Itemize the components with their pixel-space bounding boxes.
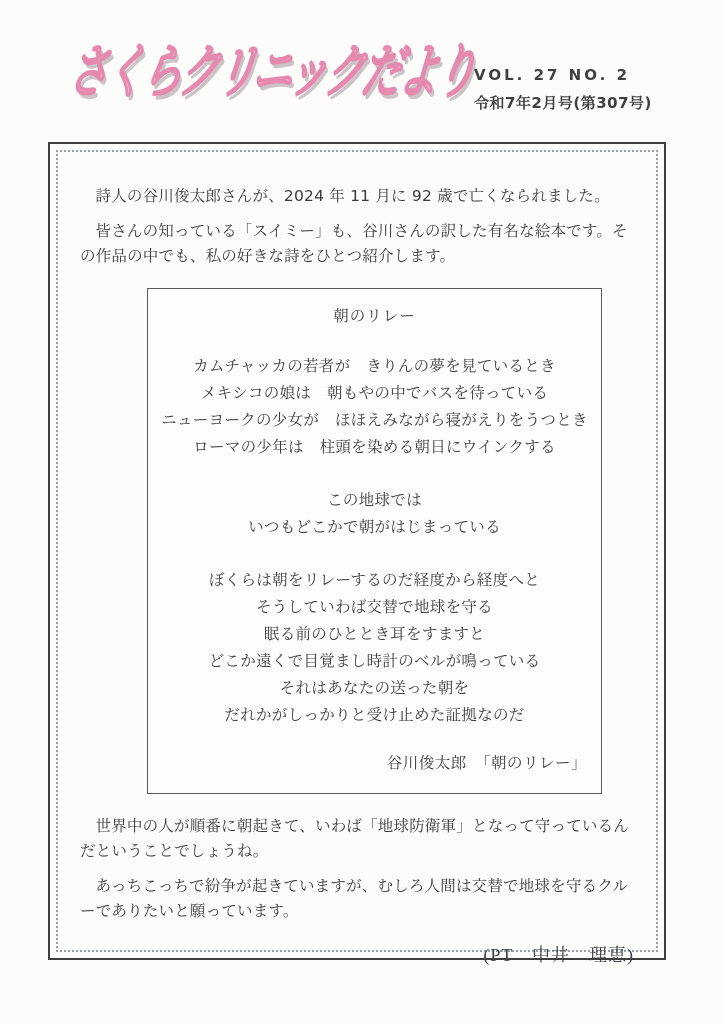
- poem-line: それはあなたの送った朝を: [279, 678, 470, 697]
- author-signature: (PT 中井 理恵): [483, 944, 634, 965]
- poem-line: そうしていわば交替で地球を守る: [255, 597, 493, 616]
- poem-box: [147, 288, 602, 794]
- poem-stanza-1: [148, 353, 601, 461]
- poem-line: いつもどこかで朝がはじまっている: [248, 517, 501, 536]
- poem-line: どこか遠くで目覚まし時計のベルが鳴っている: [208, 651, 541, 670]
- article-content: [80, 158, 638, 965]
- intro-paragraph-2: 皆さんの知っている「スイミー」も、谷川さんの訳した有名な絵本です。その作品の中でも、私の好きな詩をひとつ紹介します。: [80, 221, 628, 266]
- poem-line: 眠る前のひととき耳をすますと: [263, 624, 486, 643]
- article-frame: [48, 142, 666, 965]
- intro-paragraph-1: 詩人の谷川俊太郎さんが、2024 年 11 月に 92 歳で亡くなられました。: [95, 187, 610, 205]
- poem-stanza-2: [148, 487, 601, 541]
- poem-attribution: 谷川俊太郎 「朝のリレー」: [386, 753, 587, 772]
- volume-number: VOL. 27 NO. 2: [474, 66, 631, 84]
- issue-info: [474, 68, 652, 111]
- poem-line: メキシコの娘は 朝もやの中でバスを待っている: [200, 383, 549, 402]
- outro-paragraph-1: 世界中の人が順番に朝起きて、いわば「地球防衛軍」となって守っているんだということでしょうね。: [80, 816, 629, 861]
- newsletter-title: さくらクリニックだより: [64, 39, 479, 107]
- poem-stanza-3: [148, 567, 601, 729]
- poem-line: だれかがしっかりと受け止めた証拠なのだ: [224, 705, 525, 724]
- intro-section: [80, 184, 638, 270]
- outro-section: [80, 814, 638, 925]
- newsletter-header: [0, 0, 724, 142]
- outro-paragraph-2: あっちこっちで紛争が起きていますが、むしろ人間は交替で地球を守るクルーでありたいと願っています。: [80, 876, 629, 921]
- issue-date: 令和7年2月号(第307号): [474, 94, 652, 112]
- poem-title: 朝のリレー: [333, 306, 416, 325]
- poem-line: ローマの少年は 柱頭を染める朝日にウインクする: [193, 437, 556, 456]
- poem-line: ぼくらは朝をリレーするのだ経度から経度へと: [208, 570, 541, 589]
- poem-line: ニューヨークの少女が ほほえみながら寝がえりをうつとき: [161, 410, 588, 429]
- poem-line: この地球では: [327, 490, 422, 509]
- poem-line: カムチャッカの若者が きりんの夢を見ているとき: [193, 356, 556, 375]
